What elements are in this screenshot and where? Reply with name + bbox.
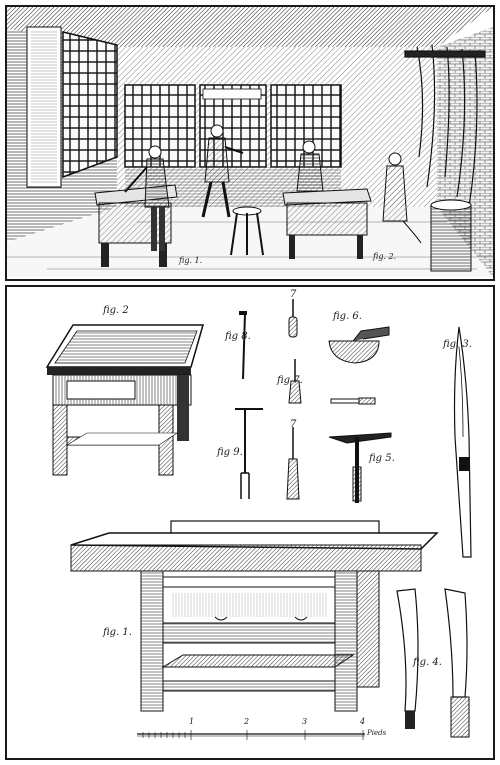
small-blade: [331, 398, 375, 404]
fig7-label: fig 7.: [277, 375, 303, 386]
scale-bar: [137, 730, 365, 740]
scale-tick-1: 1: [189, 717, 195, 726]
left-window: [63, 32, 117, 177]
scale-tick-2: 2: [244, 717, 250, 726]
fig9-label: fig 9.: [217, 447, 243, 458]
fig5-label: fig 5.: [369, 453, 395, 464]
fig6-label: fig. 6.: [333, 311, 362, 322]
fig7-lower-number: 7: [290, 419, 297, 430]
scale-tick-3: 3: [302, 717, 308, 726]
fig1-label: fig. 1.: [103, 627, 132, 638]
fig8-awl: [239, 311, 247, 379]
fig6-half-moon-knife: [329, 327, 389, 363]
fig4-label: fig. 4.: [413, 657, 442, 668]
tools-illustration: [7, 287, 493, 758]
fig3-label: fig. 3.: [443, 339, 472, 350]
vignette-fig1-label: fig. 1.: [179, 256, 203, 265]
fig3-long-blade: [455, 327, 472, 557]
scale-unit: Pieds: [367, 729, 387, 737]
scale-tick-4: 4: [360, 717, 366, 726]
workshop-scene: [7, 7, 493, 279]
fig5-hammer: [329, 433, 391, 503]
fig7-tool-a: [289, 299, 297, 337]
workshop-vignette: [5, 5, 495, 281]
fig2-label: fig. 2: [103, 305, 129, 316]
vignette-fig2-label: fig. 2.: [373, 252, 397, 261]
barrel-stand: [431, 205, 471, 271]
fig8-label: fig 8.: [225, 331, 251, 342]
fig7-tool-c: [287, 427, 299, 499]
fig2-table: [47, 325, 203, 475]
encyclopedia-plate: [5, 5, 495, 760]
fig7-top-number: 7: [290, 289, 297, 300]
fig1-workbench: [71, 521, 437, 711]
tools-panel: [5, 285, 495, 760]
